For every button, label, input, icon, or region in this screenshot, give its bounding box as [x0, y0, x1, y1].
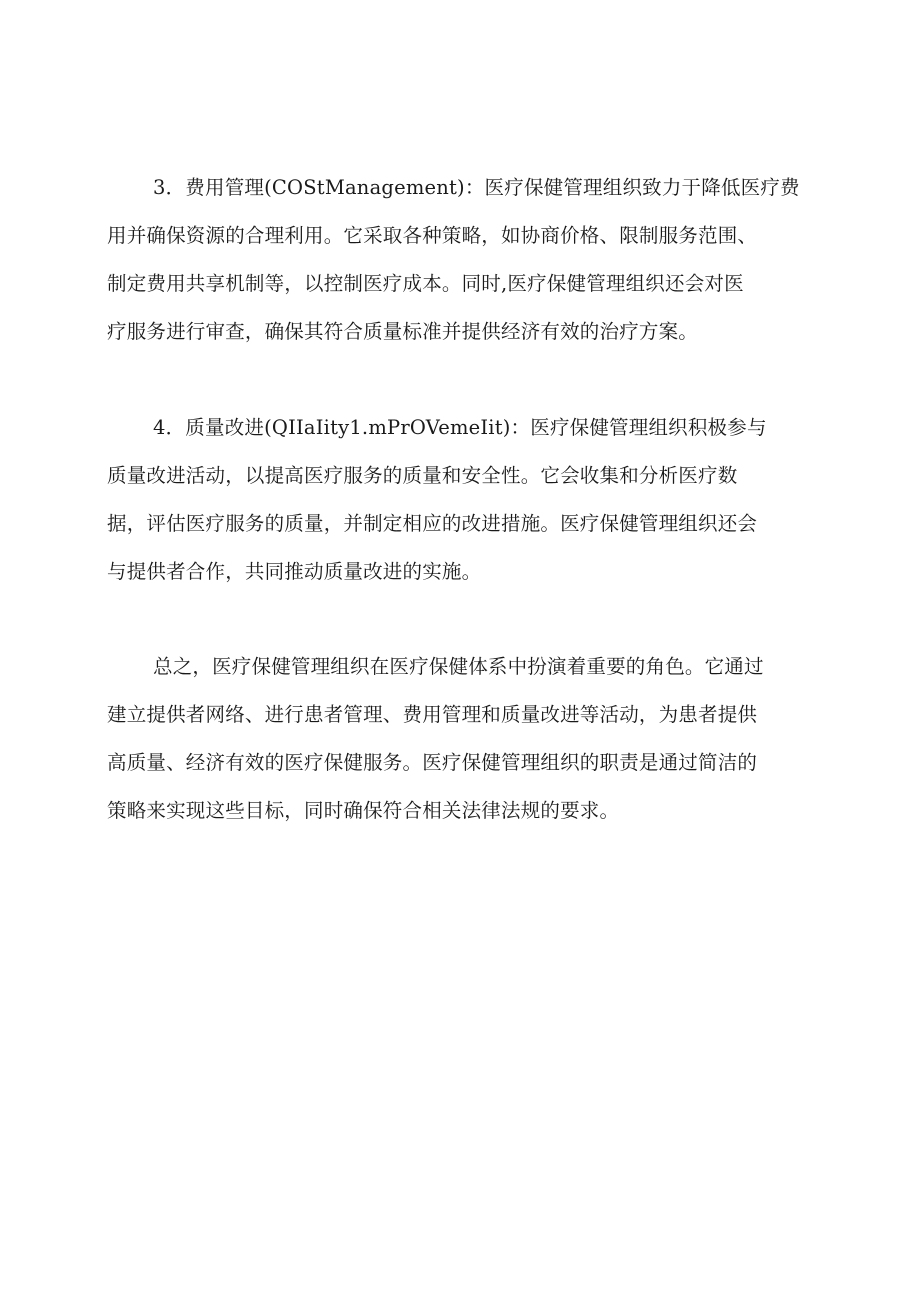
paragraph-conclusion: [107, 643, 827, 835]
paragraph-cost-management: [107, 164, 827, 356]
paragraph-line: 制定费用共享机制等，以控制医疗成本。同时,医疗保健管理组织还会对医: [107, 272, 744, 295]
paragraph-line: 用并确保资源的合理利用。它采取各种策略，如协商价格、限制服务范围、: [107, 224, 758, 247]
paragraph-line: 4．质量改进(QIIaIity1.mPrOVemeIit)：医疗保健管理组织积极参与: [153, 416, 767, 439]
paragraph-line: 疗服务进行审查，确保其符合质量标准并提供经济有效的治疗方案。: [107, 320, 699, 343]
paragraph-line: 与提供者合作，共同推动质量改进的实施。: [107, 560, 482, 583]
paragraph-line: 高质量、经济有效的医疗保健服务。医疗保健管理组织的职责是通过简洁的: [107, 751, 758, 774]
paragraph-line: 建立提供者网络、进行患者管理、费用管理和质量改进等活动，为患者提供: [107, 703, 758, 726]
paragraph-line: 3．费用管理(COStManagement)：医疗保健管理组织致力于降低医疗费: [153, 176, 800, 199]
paragraph-line: 质量改进活动，以提高医疗服务的质量和安全性。它会收集和分析医疗数: [107, 464, 738, 487]
paragraph-line: 据，评估医疗服务的质量，并制定相应的改进措施。医疗保健管理组织还会: [107, 512, 758, 535]
paragraph-quality-improvement: [107, 404, 827, 596]
paragraph-line: 总之，医疗保健管理组织在医疗保健体系中扮演着重要的角色。它通过: [153, 655, 764, 678]
paragraph-line: 策略来实现这些目标，同时确保符合相关法律法规的要求。: [107, 799, 620, 822]
